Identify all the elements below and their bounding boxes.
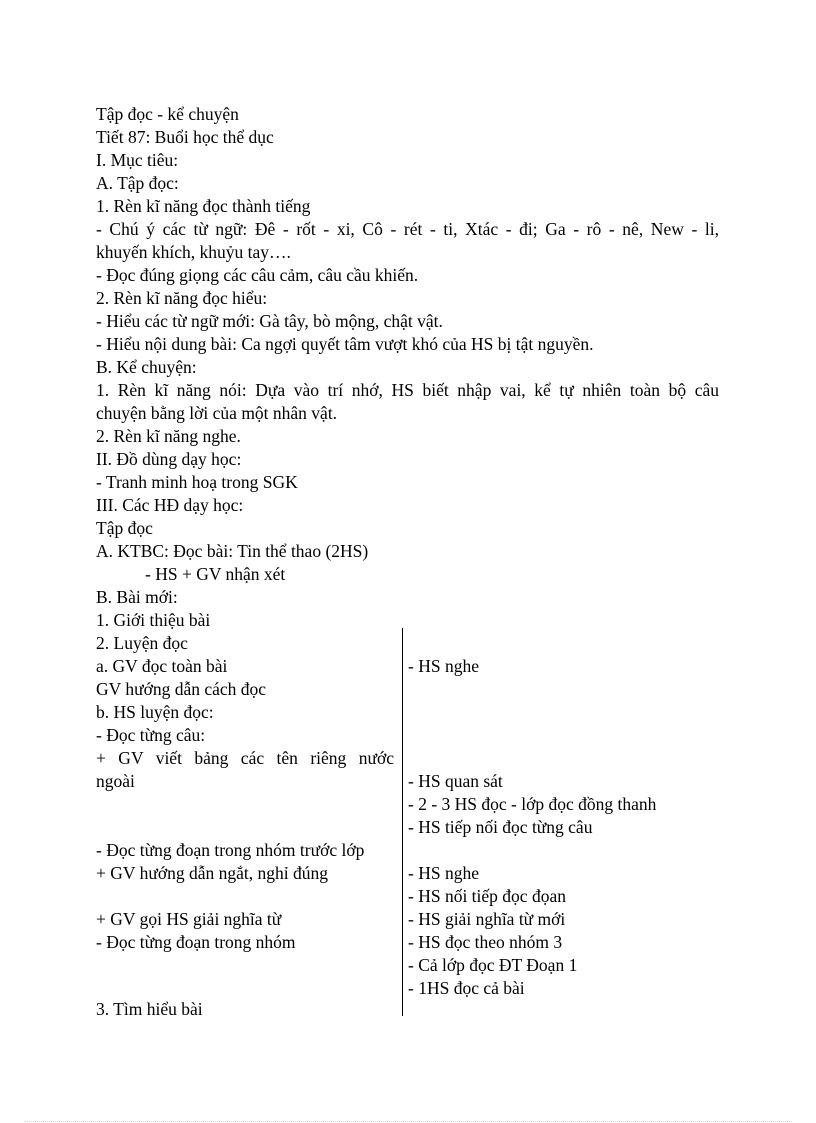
content-line: - Hiểu nội dung bài: Ca ngợi quyết tâm vượt khó của HS bị tật nguyền.	[96, 334, 594, 354]
teacher-activity-row: a. GV đọc toàn bài	[96, 656, 228, 676]
student-activity-row: - HS nghe	[408, 863, 479, 883]
student-activity-row: - HS giải nghĩa từ mới	[408, 909, 566, 929]
column-divider	[402, 628, 403, 1016]
review-comment: - HS + GV nhận xét	[145, 564, 286, 584]
lesson-title: Tiết 87: Buổi học thể dục	[96, 127, 274, 147]
reading-subheading: Tập đọc	[96, 518, 153, 538]
storytelling-heading: B. Kể chuyện:	[96, 357, 197, 377]
teacher-activity-row: + GV viết bảng các tên riêng nước	[96, 748, 394, 768]
teacher-activity-row: 2. Luyện đọc	[96, 633, 188, 653]
teacher-activity-row: - Đọc từng câu:	[96, 725, 206, 745]
teacher-activity-row: + GV hướng dẫn ngắt, nghỉ đúng	[96, 863, 328, 883]
teacher-activity-row: GV hướng dẫn cách đọc	[96, 679, 267, 699]
reading-heading: A. Tập đọc:	[96, 173, 179, 193]
objectives-heading: I. Mục tiêu:	[96, 150, 179, 170]
student-activity-row: - HS nối tiếp đọc đọan	[408, 886, 566, 906]
student-activity-row: - HS tiếp nối đọc từng câu	[408, 817, 593, 837]
student-activity-row: - 2 - 3 HS đọc - lớp đọc đồng thanh	[408, 794, 657, 814]
teacher-activity-row: - Đọc từng đoạn trong nhóm	[96, 932, 296, 952]
activities-heading: III. Các HĐ dạy học:	[96, 495, 244, 515]
teacher-activity-row: ngoài	[96, 771, 135, 791]
vocab-line-continued: khuyến khích, khuỷu tay….	[96, 242, 291, 262]
teacher-activity-row: 3. Tìm hiểu bài	[96, 999, 203, 1019]
materials-heading: II. Đồ dùng dạy học:	[96, 449, 242, 469]
intonation-line: - Đọc đúng giọng các câu cảm, câu cầu khiến.	[96, 265, 419, 285]
page-bottom-edge	[24, 1121, 792, 1122]
speaking-skill-line: 1. Rèn kĩ năng nói: Dựa vào trí nhớ, HS biết nhập vai, kể tự nhiên toàn bộ câu	[96, 380, 719, 400]
oral-reading-heading: 1. Rèn kĩ năng đọc thành tiếng	[96, 196, 311, 216]
student-activity-row: - HS đọc theo nhóm 3	[408, 932, 563, 952]
student-activity-row: - 1HS đọc cả bài	[408, 978, 525, 998]
comprehension-heading: 2. Rèn kĩ năng đọc hiểu:	[96, 288, 268, 308]
student-activity-row: - Cả lớp đọc ĐT Đoạn 1	[408, 955, 578, 975]
teacher-activity-row: - Đọc từng đoạn trong nhóm trước lớp	[96, 840, 365, 860]
introduction-line: 1. Giới thiệu bài	[96, 610, 211, 630]
vocab-line: - Chú ý các từ ngữ: Đê - rốt - xi, Cô - rét - ti, Xtác - đi; Ga - rô - nê, New - li,	[96, 219, 719, 239]
new-lesson-heading: B. Bài mới:	[96, 587, 178, 607]
materials-item: - Tranh minh hoạ trong SGK	[96, 472, 298, 492]
speaking-skill-line-continued: chuyện bằng lời của một nhân vật.	[96, 403, 338, 423]
review-line: A. KTBC: Đọc bài: Tin thể thao (2HS)	[96, 541, 369, 561]
subject-heading: Tập đọc - kể chuyện	[96, 104, 239, 124]
teacher-activity-row: + GV gọi HS giải nghĩa từ	[96, 909, 282, 929]
new-words-line: - Hiểu các từ ngữ mới: Gà tây, bò mộng, chật vật.	[96, 311, 443, 331]
student-activity-row: - HS nghe	[408, 656, 479, 676]
listening-skill-line: 2. Rèn kĩ năng nghe.	[96, 426, 241, 446]
teacher-activity-row: b. HS luyện đọc:	[96, 702, 214, 722]
student-activity-row: - HS quan sát	[408, 771, 503, 791]
